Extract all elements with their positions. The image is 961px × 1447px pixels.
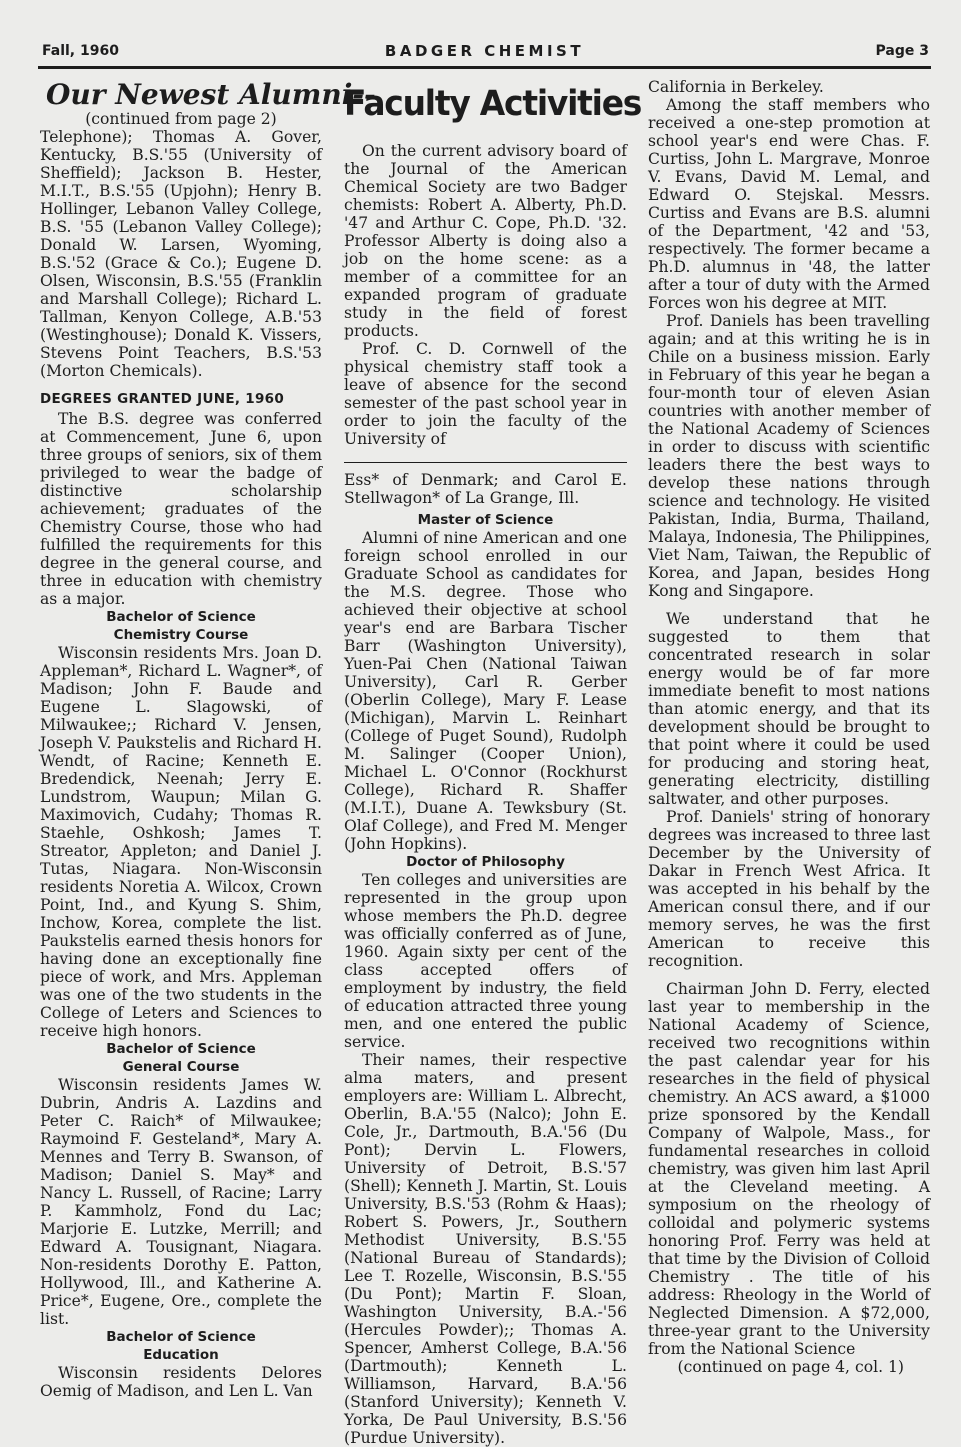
- general-course-paragraph: Wisconsin residents James W. Dubrin, Andris A. Lazdins and Peter C. Raich* of Milwaukee; Raymoind F. Gesteland*, Mary A. Mennes and Terry B. Swanson, of Madison; Daniel S. May* and Nancy L. Russell, of Racine; Larry P. Kammholz, Fond du Lac; Marjorie E. Lutzke, Merrill; and Edward A. Tousignant, Niagara. Non-residents Dorothy E. Patton, Hollywood, Ill., and Katherine A. Price*, Eugene, Ore., complete the list.: [40, 1076, 322, 1328]
- page-header: [38, 40, 931, 69]
- page-number: Page 3: [875, 43, 929, 59]
- issue-date: Fall, 1960: [42, 43, 119, 59]
- faculty-paragraph-1: On the current advisory board of the Journal of the American Chemical Society are two Badger chemists: Robert A. Alberty, Ph.D. '47 and Arthur C. Cope, Ph.D. '32. Professor Alberty is doing also a job on the home scene: as a member of a committee for an expanded program of graduate study in the field of forest products.: [344, 142, 627, 340]
- faculty-paragraph-2: Prof. C. D. Cornwell of the physical chemistry staff took a leave of absence for the second semester of the past school year in order to join the faculty of the University of: [344, 340, 627, 448]
- chem-course-heading: Chemistry Course: [113, 627, 249, 643]
- column-right: [648, 78, 930, 1380]
- faculty-paragraph-3: California in Berkeley.: [648, 78, 824, 96]
- ms-heading: Master of Science: [417, 512, 554, 528]
- bs-chem-heading: Bachelor of Science: [106, 609, 256, 625]
- degrees-paragraph: The B.S. degree was conferred at Commencement, June 6, upon three groups of seniors, six of them privileged to wear the badge of distinctive scholarship achievement; graduates of the Chemistry Course, those who had fulfilled the requirements for this degree in the general course, and three in education with chemistry as a major.: [40, 410, 322, 608]
- publication-name: BADGER CHEMIST: [384, 42, 585, 60]
- education-paragraph: Wisconsin residents Delores Oemig of Madison, and Len L. Van: [40, 1364, 322, 1400]
- phd-paragraph-2: Their names, their respective alma maters, and present employers are: William L. Albrecht, Oberlin, B.A.'55 (Nalco); John E. Cole, Jr., Dartmouth, B.A.'56 (Du Pont); Dervin L. Flowers, University of Detroit, B.S.'57 (Shell); Kenneth J. Martin, St. Louis University, B.S.'53 (Rohm & Haas); Robert S. Powers, Jr., Southern Methodist University, B.S.'55 (National Bureau of Standards); Lee T. Rozelle, Wisconsin, B.S.'55 (Du Pont); Martin F. Sloan, Washington University, B.A.-'56 (Hercules Powder);; Thomas A. Spencer, Amherst College, B.A.'56 (Dartmouth); Kenneth L. Williamson, Harvard, B.A.'56 (Stanford University); Kenneth V. Yorka, De Paul University, B.S.'56 (Purdue University).: [344, 1051, 627, 1447]
- continued-on-note: (continued on page 4, col. 1): [677, 1358, 904, 1376]
- education-heading: Education: [143, 1347, 219, 1363]
- column-middle: [344, 78, 642, 1447]
- alumni-title: Our Newest Alumni--: [46, 78, 376, 111]
- general-course-heading: General Course: [122, 1059, 240, 1075]
- phd-heading: Doctor of Philosophy: [406, 854, 565, 870]
- section-divider: [344, 462, 627, 463]
- alumni-carry-over: Ess* of Denmark; and Carol E. Stellwagon* of La Grange, Ill.: [344, 471, 627, 507]
- faculty-paragraph-4: Among the staff members who received a one-step promotion at school year's end were Chas. F. Curtiss, John L. Margrave, Monroe V. Evans, David M. Lemal, and Edward O. Stejskal. Messrs. Curtiss and Evans are B.S. alumni of the Department, '42 and '53, respectively. The former became a Ph.D. alumnus in '48, the latter after a tour of duty with the Armed Forces won his degree at MIT.: [648, 96, 930, 312]
- continued-from-note: (continued from page 2): [85, 110, 277, 128]
- column-left: [40, 78, 376, 1400]
- faculty-paragraph-7: Prof. Daniels' string of honorary degrees was increased to three last December by the University of Dakar in French West Africa. It was accepted in his behalf by the American consul there, and if our memory serves, he was the first American to receive this recognition.: [648, 808, 930, 970]
- faculty-paragraph-6: We understand that he suggested to them that concentrated research in solar energy would be of far more immediate benefit to most nations than atomic energy, and that its development should be brought to that point where it could be used for producing and storing heat, generating electricity, distilling saltwater, and other purposes.: [648, 610, 930, 808]
- ms-paragraph: Alumni of nine American and one foreign school enrolled in our Graduate School as candidates for the M.S. degree. Those who achieved their objective at school year's end are Barbara Tischer Barr (Washington University), Yuen-Pai Chen (National Taiwan University), Carl R. Gerber (Oberlin College), Mary F. Lease (Michigan), Marvin L. Reinhart (College of Puget Sound), Rudolph M. Salinger (Cooper Union), Michael L. O'Connor (Rockhurst College), Richard R. Shaffer (M.I.T.), Duane A. Tewksbury (St. Olaf College), and Fred M. Menger (John Hopkins).: [344, 529, 627, 853]
- faculty-paragraph-5: Prof. Daniels has been travelling again; and at this writing he is in Chile on a business mission. Early in February of this year he began a four-month tour of eleven Asian countries with another member of the National Academy of Sciences in order to discuss with scientific leaders there the best ways to develop these nations through science and technology. He visited Pakistan, India, Burma, Thailand, Malaya, Indonesia, The Philippines, Viet Nam, Taiwan, the Republic of Korea, and Japan, besides Hong Kong and Singapore.: [648, 312, 930, 600]
- chem-course-paragraph: Wisconsin residents Mrs. Joan D. Appleman*, Richard L. Wagner*, of Madison; John F. Baude and Eugene L. Slagowski, of Milwaukee;; Richard V. Jensen, Joseph V. Paukstelis and Richard H. Wendt, of Racine; Kenneth E. Bredendick, Neenah; Jerry E. Lundstrom, Waupun; Milan G. Maximovich, Cudahy; Thomas R. Staehle, Oshkosh; James T. Streator, Appleton; and Daniel J. Tutas, Niagara. Non-Wisconsin residents Noretia A. Wilcox, Crown Point, Ind., and Kyung S. Shim, Inchow, Korea, complete the list. Paukstelis earned thesis honors for having done an exceptionally fine piece of work, and Mrs. Appleman was one of the two students in the College of Leters and Sciences to receive high honors.: [40, 644, 322, 1040]
- alumni-intro-paragraph: Telephone); Thomas A. Gover, Kentucky, B.S.'55 (University of Sheffield); Jackson B. Hester, M.I.T., B.S.'55 (Upjohn); Henry B. Hollinger, Lebanon Valley College, B.S. '55 (Lebanon Valley College); Donald W. Larsen, Wyoming, B.S.'52 (Grace & Co.); Eugene D. Olsen, Wisconsin, B.S.'55 (Franklin and Marshall College); Richard L. Tallman, Kenyon College, A.B.'53 (Westinghouse); Donald K. Vissers, Stevens Point Teachers, B.S.'53 (Morton Chemicals).: [40, 128, 322, 380]
- bs-general-heading: Bachelor of Science: [106, 1041, 256, 1057]
- faculty-title: Faculty Activities: [344, 84, 642, 124]
- degrees-heading: DEGREES GRANTED JUNE, 1960: [40, 391, 285, 407]
- bs-education-heading: Bachelor of Science: [106, 1329, 256, 1345]
- phd-paragraph-1: Ten colleges and universities are represented in the group upon whose members the Ph.D. degree was officially conferred as of June, 1960. Again sixty per cent of the class accepted offers of employment by industry, the field of education attracted three young men, and one entered the public service.: [344, 871, 627, 1051]
- faculty-paragraph-8: Chairman John D. Ferry, elected last year to membership in the National Academy of Science, received two recognitions within the past calendar year for his researches in the field of physical chemistry. An ACS award, a $1000 prize sponsored by the Kendall Company of Walpole, Mass., for fundamental researches in colloid chemistry, was given him last April at the Cleveland meeting. A symposium on the rheology of colloidal and polymeric systems honoring Prof. Ferry was held at that time by the Division of Colloid Chemistry . The title of his address: Rheology in the World of Neglected Dimension. A $72,000, three-year grant to the University from the National Science: [648, 980, 930, 1358]
